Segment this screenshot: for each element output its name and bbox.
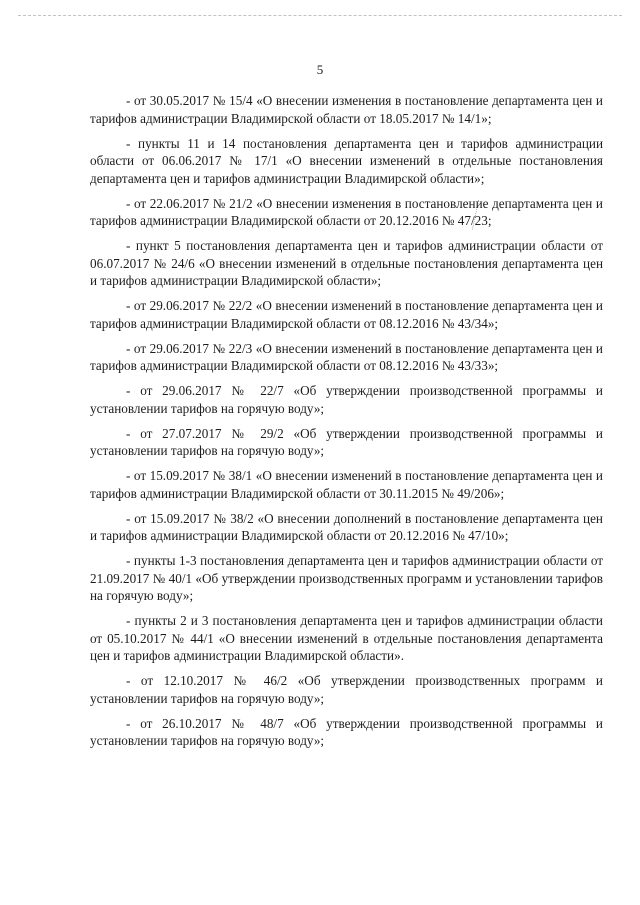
list-item: - от 30.05.2017 № 15/4 «О внесении изменения в постановление департамента цен и тарифов администрации Владимирской области от 18.05.2017 № 14/1»; bbox=[90, 93, 603, 126]
list-item: - от 12.10.2017 № 46/2 «Об утверждении производственных программ и установлении тарифов на горячую воду»; bbox=[90, 673, 603, 706]
list-item: - пункты 1-3 постановления департамента цен и тарифов администрации области от 21.09.2017 № 40/1 «Об утверждении производственных программ и установлении тарифов на горячую воду»; bbox=[90, 553, 603, 603]
document-body bbox=[90, 92, 603, 757]
list-item: - от 22.06.2017 № 21/2 «О внесении изменения в постановление департамента цен и тарифов администрации Владимирской области от 20.12.2016 № 47/23; bbox=[90, 195, 603, 228]
page-number: 5 bbox=[316, 62, 324, 77]
scan-header-rule bbox=[18, 15, 622, 16]
list-item: - от 27.07.2017 № 29/2 «Об утверждении производственной программы и установлении тарифов на горячую воду»; bbox=[90, 425, 603, 458]
list-item: - от 29.06.2017 № 22/3 «О внесении изменений в постановление департамента цен и тарифов администрации Владимирской области от 08.12.2016 № 43/33»; bbox=[90, 340, 603, 373]
list-item: - от 15.09.2017 № 38/2 «О внесении дополнений в постановление департамента цен и тарифов администрации Владимирской области от 20.12.2016 № 47/10»; bbox=[90, 510, 603, 543]
list-item: - от 15.09.2017 № 38/1 «О внесении изменений в постановление департамента цен и тарифов администрации Владимирской области от 30.11.2015 № 49/206»; bbox=[90, 468, 603, 501]
list-item: - пункт 5 постановления департамента цен и тарифов администрации области от 06.07.2017 № 24/6 «О внесении изменений в отдельные постановления департамента цен и тарифов администрации Владимирской области»; bbox=[90, 238, 603, 288]
list-item: - пункты 11 и 14 постановления департамента цен и тарифов администрации области от 06.06.2017 № 17/1 «О внесении изменений в отдельные постановления департамента цен и тарифов администрации Владимирской области»; bbox=[90, 135, 603, 186]
list-item: - пункты 2 и 3 постановления департамента цен и тарифов администрации области от 05.10.2017 № 44/1 «О внесении изменений в отдельные постановления департамента цен и тарифов администрации Владимирской области». bbox=[90, 613, 603, 663]
list-item: - от 26.10.2017 № 48/7 «Об утверждении производственной программы и установлении тарифов на горячую воду»; bbox=[90, 715, 603, 748]
list-item: - от 29.06.2017 № 22/7 «Об утверждении производственной программы и установлении тарифов на горячую воду»; bbox=[90, 383, 603, 416]
list-item: - от 29.06.2017 № 22/2 «О внесении изменений в постановление департамента цен и тарифов администрации Владимирской области от 08.12.2016 № 43/34»; bbox=[90, 298, 603, 331]
